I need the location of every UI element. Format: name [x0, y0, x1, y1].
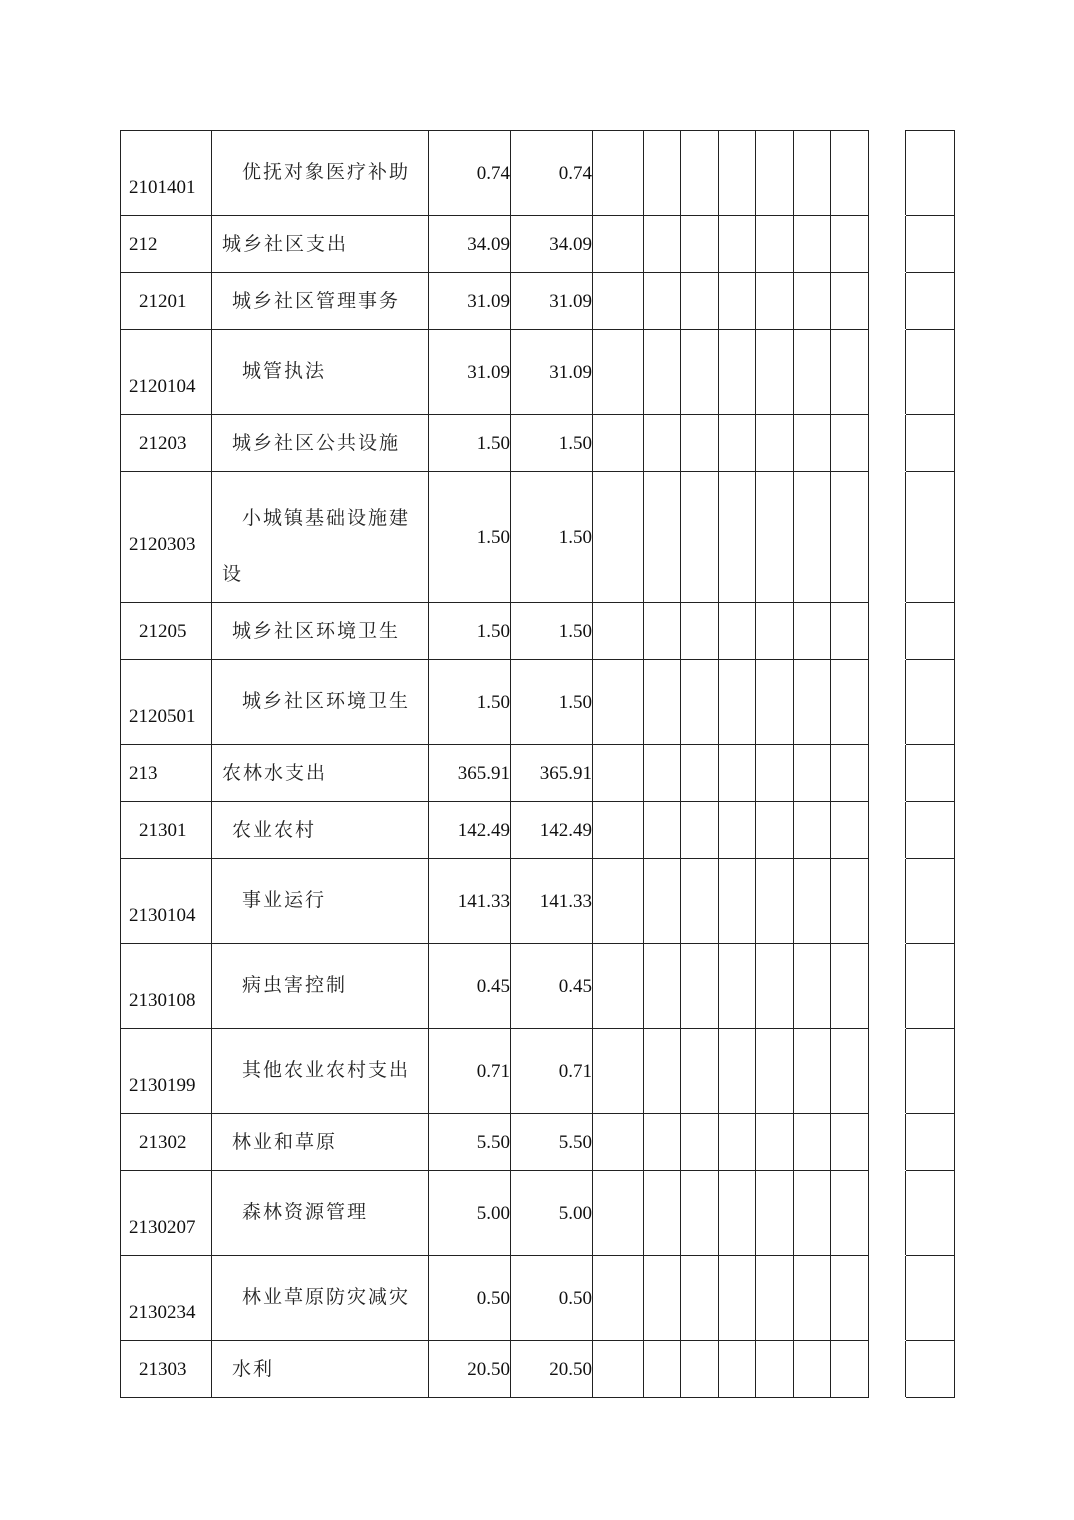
empty-cell [644, 1171, 681, 1256]
empty-cell [644, 415, 681, 472]
empty-cell [719, 802, 756, 859]
empty-cell [794, 859, 831, 944]
total-amount-cell: 34.09 [429, 216, 511, 273]
empty-cell [719, 745, 756, 802]
general-budget-amount-cell: 5.00 [511, 1171, 593, 1256]
total-amount-cell: 5.50 [429, 1114, 511, 1171]
table-row [121, 944, 955, 1029]
table-row [121, 415, 955, 472]
general-budget-amount-cell: 365.91 [511, 745, 593, 802]
empty-cell [831, 802, 869, 859]
table-row [121, 216, 955, 273]
table-row [121, 859, 955, 944]
empty-cell [756, 1029, 794, 1114]
general-budget-amount-cell: 141.33 [511, 859, 593, 944]
empty-cell [719, 273, 756, 330]
general-budget-amount-cell: 0.45 [511, 944, 593, 1029]
total-amount-cell: 1.50 [429, 603, 511, 660]
empty-cell [869, 660, 906, 745]
table-body [121, 131, 955, 1398]
empty-cell [593, 131, 644, 216]
empty-cell [794, 1029, 831, 1114]
empty-cell [644, 745, 681, 802]
empty-cell [719, 1114, 756, 1171]
empty-cell [869, 1171, 906, 1256]
subject-name-cell: 其他农业农村支出 [212, 1029, 429, 1114]
empty-cell [644, 603, 681, 660]
empty-cell [681, 1029, 719, 1114]
subject-code-cell: 2130207 [121, 1171, 212, 1256]
empty-cell [593, 1341, 644, 1398]
empty-cell [756, 802, 794, 859]
table-row [121, 802, 955, 859]
empty-cell [794, 1341, 831, 1398]
empty-cell [794, 472, 831, 603]
empty-cell [831, 472, 869, 603]
empty-cell [719, 660, 756, 745]
table-row [121, 1029, 955, 1114]
empty-cell [756, 745, 794, 802]
subject-code-cell: 21203 [121, 415, 212, 472]
subject-code-cell: 2130199 [121, 1029, 212, 1114]
empty-cell [831, 131, 869, 216]
empty-cell [644, 1029, 681, 1114]
subject-name-cell: 事业运行 [212, 859, 429, 944]
empty-cell [593, 745, 644, 802]
empty-cell [681, 1114, 719, 1171]
empty-cell [756, 415, 794, 472]
empty-cell [869, 1256, 906, 1341]
empty-cell [644, 216, 681, 273]
empty-cell [869, 1341, 906, 1398]
subject-name-cell: 农林水支出 [212, 745, 429, 802]
empty-cell [756, 330, 794, 415]
empty-cell [681, 660, 719, 745]
empty-cell [906, 472, 955, 603]
empty-cell [719, 131, 756, 216]
empty-cell [593, 415, 644, 472]
total-amount-cell: 1.50 [429, 660, 511, 745]
empty-cell [644, 273, 681, 330]
total-amount-cell: 141.33 [429, 859, 511, 944]
empty-cell [831, 1114, 869, 1171]
empty-cell [869, 131, 906, 216]
empty-cell [794, 216, 831, 273]
empty-cell [593, 1256, 644, 1341]
subject-name-cell: 林业和草原 [212, 1114, 429, 1171]
empty-cell [794, 1171, 831, 1256]
empty-cell [593, 1114, 644, 1171]
empty-cell [644, 1114, 681, 1171]
empty-cell [756, 216, 794, 273]
empty-cell [794, 330, 831, 415]
subject-name-cell: 森林资源管理 [212, 1171, 429, 1256]
subject-name-cell: 城乡社区管理事务 [212, 273, 429, 330]
general-budget-amount-cell: 0.74 [511, 131, 593, 216]
empty-cell [756, 859, 794, 944]
empty-cell [906, 1171, 955, 1256]
empty-cell [681, 944, 719, 1029]
empty-cell [756, 603, 794, 660]
empty-cell [794, 415, 831, 472]
table-row [121, 273, 955, 330]
subject-name-cell: 林业草原防灾减灾 [212, 1256, 429, 1341]
total-amount-cell: 0.74 [429, 131, 511, 216]
empty-cell [644, 472, 681, 603]
subject-name-cell: 城乡社区环境卫生 [212, 660, 429, 745]
empty-cell [906, 1256, 955, 1341]
subject-code-cell: 2130108 [121, 944, 212, 1029]
total-amount-cell: 1.50 [429, 472, 511, 603]
table-row [121, 1341, 955, 1398]
empty-cell [756, 1114, 794, 1171]
empty-cell [869, 944, 906, 1029]
table-row [121, 330, 955, 415]
empty-cell [719, 1256, 756, 1341]
subject-name-cell: 城管执法 [212, 330, 429, 415]
table-row [121, 660, 955, 745]
empty-cell [906, 660, 955, 745]
empty-cell [906, 1114, 955, 1171]
empty-cell [719, 330, 756, 415]
table-row [121, 745, 955, 802]
empty-cell [869, 216, 906, 273]
general-budget-amount-cell: 142.49 [511, 802, 593, 859]
subject-code-cell: 212 [121, 216, 212, 273]
empty-cell [681, 330, 719, 415]
general-budget-amount-cell: 34.09 [511, 216, 593, 273]
total-amount-cell: 31.09 [429, 330, 511, 415]
empty-cell [869, 415, 906, 472]
empty-cell [906, 216, 955, 273]
empty-cell [756, 1341, 794, 1398]
total-amount-cell: 31.09 [429, 273, 511, 330]
general-budget-amount-cell: 1.50 [511, 472, 593, 603]
general-budget-amount-cell: 31.09 [511, 273, 593, 330]
subject-code-cell: 21302 [121, 1114, 212, 1171]
general-budget-amount-cell: 20.50 [511, 1341, 593, 1398]
empty-cell [593, 944, 644, 1029]
empty-cell [869, 1114, 906, 1171]
empty-cell [756, 131, 794, 216]
subject-code-cell: 2120104 [121, 330, 212, 415]
empty-cell [644, 131, 681, 216]
subject-name-cell: 优抚对象医疗补助 [212, 131, 429, 216]
subject-code-cell: 2120501 [121, 660, 212, 745]
empty-cell [681, 472, 719, 603]
empty-cell [681, 802, 719, 859]
empty-cell [831, 216, 869, 273]
empty-cell [869, 330, 906, 415]
empty-cell [794, 660, 831, 745]
empty-cell [644, 802, 681, 859]
general-budget-amount-cell: 0.71 [511, 1029, 593, 1114]
empty-cell [681, 131, 719, 216]
empty-cell [719, 859, 756, 944]
empty-cell [869, 745, 906, 802]
budget-table [120, 130, 955, 1398]
subject-code-cell: 2101401 [121, 131, 212, 216]
empty-cell [644, 944, 681, 1029]
empty-cell [831, 944, 869, 1029]
empty-cell [831, 1029, 869, 1114]
empty-cell [831, 273, 869, 330]
subject-name-cell: 城乡社区公共设施 [212, 415, 429, 472]
empty-cell [681, 1171, 719, 1256]
empty-cell [831, 745, 869, 802]
empty-cell [869, 603, 906, 660]
empty-cell [906, 603, 955, 660]
empty-cell [681, 415, 719, 472]
subject-code-cell: 21201 [121, 273, 212, 330]
table-row [121, 1171, 955, 1256]
empty-cell [681, 216, 719, 273]
subject-code-cell: 21303 [121, 1341, 212, 1398]
empty-cell [831, 660, 869, 745]
empty-cell [756, 472, 794, 603]
empty-cell [719, 415, 756, 472]
subject-name-text: 小城镇基础设施建设 [222, 507, 411, 585]
subject-name-cell: 城乡社区环境卫生 [212, 603, 429, 660]
empty-cell [719, 216, 756, 273]
empty-cell [681, 603, 719, 660]
total-amount-cell: 1.50 [429, 415, 511, 472]
empty-cell [831, 330, 869, 415]
empty-cell [831, 1256, 869, 1341]
empty-cell [831, 415, 869, 472]
empty-cell [681, 745, 719, 802]
empty-cell [869, 472, 906, 603]
total-amount-cell: 0.50 [429, 1256, 511, 1341]
empty-cell [719, 1029, 756, 1114]
total-amount-cell: 365.91 [429, 745, 511, 802]
table-row [121, 1114, 955, 1171]
empty-cell [869, 802, 906, 859]
empty-cell [681, 859, 719, 944]
subject-code-cell: 2130104 [121, 859, 212, 944]
subject-code-cell: 213 [121, 745, 212, 802]
empty-cell [794, 603, 831, 660]
empty-cell [719, 472, 756, 603]
empty-cell [644, 1256, 681, 1341]
general-budget-amount-cell: 5.50 [511, 1114, 593, 1171]
empty-cell [906, 273, 955, 330]
empty-cell [906, 859, 955, 944]
total-amount-cell: 0.71 [429, 1029, 511, 1114]
empty-cell [906, 745, 955, 802]
total-amount-cell: 0.45 [429, 944, 511, 1029]
empty-cell [681, 1341, 719, 1398]
subject-code-cell: 21301 [121, 802, 212, 859]
total-amount-cell: 5.00 [429, 1171, 511, 1256]
empty-cell [644, 1341, 681, 1398]
empty-cell [593, 859, 644, 944]
empty-cell [593, 1171, 644, 1256]
empty-cell [719, 1341, 756, 1398]
empty-cell [794, 131, 831, 216]
empty-cell [719, 1171, 756, 1256]
empty-cell [794, 1114, 831, 1171]
subject-code-cell: 2120303 [121, 472, 212, 603]
subject-name-cell: 病虫害控制 [212, 944, 429, 1029]
empty-cell [593, 1029, 644, 1114]
empty-cell [794, 745, 831, 802]
empty-cell [756, 1256, 794, 1341]
empty-cell [593, 216, 644, 273]
subject-code-cell: 2130234 [121, 1256, 212, 1341]
table-row [121, 472, 955, 603]
empty-cell [756, 660, 794, 745]
empty-cell [906, 802, 955, 859]
subject-code-cell: 21205 [121, 603, 212, 660]
general-budget-amount-cell: 1.50 [511, 415, 593, 472]
empty-cell [794, 273, 831, 330]
empty-cell [644, 859, 681, 944]
empty-cell [681, 1256, 719, 1341]
empty-cell [681, 273, 719, 330]
empty-cell [906, 330, 955, 415]
subject-name-cell [212, 472, 429, 603]
empty-cell [593, 472, 644, 603]
empty-cell [719, 603, 756, 660]
empty-cell [831, 1171, 869, 1256]
general-budget-amount-cell: 1.50 [511, 660, 593, 745]
empty-cell [593, 273, 644, 330]
empty-cell [869, 273, 906, 330]
general-budget-amount-cell: 1.50 [511, 603, 593, 660]
empty-cell [906, 1029, 955, 1114]
empty-cell [593, 802, 644, 859]
empty-cell [794, 802, 831, 859]
empty-cell [719, 944, 756, 1029]
empty-cell [593, 603, 644, 660]
total-amount-cell: 142.49 [429, 802, 511, 859]
empty-cell [756, 273, 794, 330]
empty-cell [794, 944, 831, 1029]
empty-cell [593, 660, 644, 745]
table-row [121, 1256, 955, 1341]
empty-cell [906, 415, 955, 472]
empty-cell [869, 859, 906, 944]
general-budget-amount-cell: 31.09 [511, 330, 593, 415]
empty-cell [756, 944, 794, 1029]
empty-cell [869, 1029, 906, 1114]
total-amount-cell: 20.50 [429, 1341, 511, 1398]
empty-cell [756, 1171, 794, 1256]
empty-cell [831, 1341, 869, 1398]
empty-cell [593, 330, 644, 415]
subject-name-cell: 水利 [212, 1341, 429, 1398]
empty-cell [831, 603, 869, 660]
empty-cell [906, 944, 955, 1029]
subject-name-cell: 城乡社区支出 [212, 216, 429, 273]
empty-cell [644, 330, 681, 415]
general-budget-amount-cell: 0.50 [511, 1256, 593, 1341]
empty-cell [794, 1256, 831, 1341]
empty-cell [906, 131, 955, 216]
table-row [121, 603, 955, 660]
empty-cell [644, 660, 681, 745]
subject-name-cell: 农业农村 [212, 802, 429, 859]
empty-cell [906, 1341, 955, 1398]
empty-cell [831, 859, 869, 944]
table-row [121, 131, 955, 216]
